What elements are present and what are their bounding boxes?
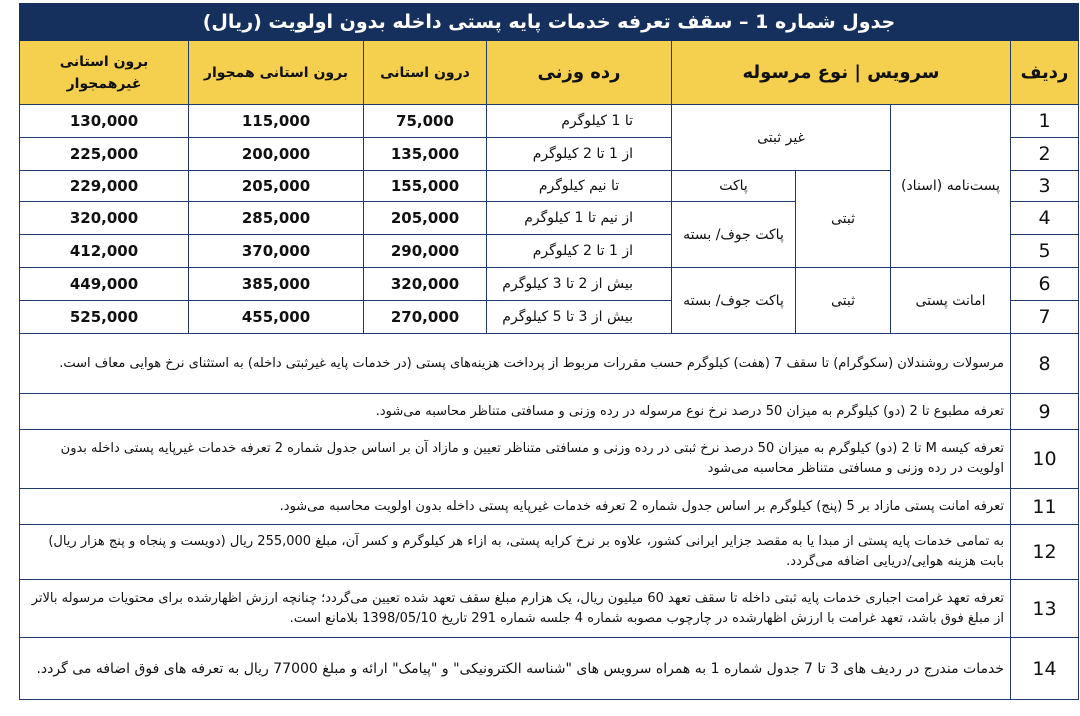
note-text: تعرفه امانت پستی مازاد بر 5 (پنج) کیلوگرم بر اساس جدول شماره 2 تعرفه خدمات غیرپایه پستی داخله بدون اولویت محاسبه می‌شود. — [20, 489, 1011, 525]
price-neighbor: 200,000 — [189, 138, 364, 171]
price-inside: 320,000 — [364, 268, 487, 301]
group-packet: پاکت — [672, 171, 796, 202]
group-registered: ثبتی — [796, 171, 891, 268]
price-inside: 135,000 — [364, 138, 487, 171]
weight-class: از نیم تا 1 کیلوگرم — [487, 202, 672, 235]
price-neighbor: 385,000 — [189, 268, 364, 301]
row-number: 10 — [1011, 430, 1079, 489]
price-neighbor: 455,000 — [189, 301, 364, 334]
group-registered: ثبتی — [796, 268, 891, 334]
row-number: 11 — [1011, 489, 1079, 525]
weight-class: از 1 تا 2 کیلوگرم — [487, 138, 672, 171]
weight-class: تا نیم کیلوگرم — [487, 171, 672, 202]
weight-class: بیش از 2 تا 3 کیلوگرم — [487, 268, 672, 301]
note-row — [20, 430, 1079, 489]
price-neighbor: 205,000 — [189, 171, 364, 202]
weight-class: از 1 تا 2 کیلوگرم — [487, 235, 672, 268]
note-text: تعرفه کیسه M تا 2 (دو) کیلوگرم به میزان 50 درصد نرخ ثبتی در رده وزنی و مسافتی متناظر تعیین و مازاد آن بر اساس جدول شماره 2 تعرفه خدمات غیرپایه پستی داخله بدون اولویت در رده وزنی و مسافتی متناظر محاسبه می‌شود — [20, 430, 1011, 489]
row-number: 12 — [1011, 525, 1079, 580]
group-bag: پاکت جوف/ بسته — [672, 268, 796, 334]
header-row — [20, 41, 1079, 105]
note-text: تعرفه مطبوع تا 2 (دو) کیلوگرم به میزان 50 درصد نرخ نوع مرسوله در رده وزنی و مسافتی متناظر محاسبه می‌شود. — [20, 394, 1011, 430]
group-letter: پست‌نامه (اسناد) — [891, 105, 1011, 268]
price-neighbor: 370,000 — [189, 235, 364, 268]
group-bag: پاکت جوف/ بسته — [672, 202, 796, 268]
price-inside: 290,000 — [364, 235, 487, 268]
price-nonneighbor: 525,000 — [20, 301, 189, 334]
note-row — [20, 394, 1079, 430]
header-nonneighbor: برون استانی غیرهمجوار — [20, 41, 189, 105]
price-neighbor: 115,000 — [189, 105, 364, 138]
row-number: 14 — [1011, 638, 1079, 700]
note-row — [20, 525, 1079, 580]
price-nonneighbor: 449,000 — [20, 268, 189, 301]
row-number: 4 — [1011, 202, 1079, 235]
header-neighbor: برون استانی همجوار — [189, 41, 364, 105]
tariff-table — [19, 3, 1079, 700]
note-row — [20, 638, 1079, 700]
note-text: خدمات مندرج در ردیف های 3 تا 7 جدول شماره 1 به همراه سرویس های "شناسه الکترونیکی" و "پیامک" ارائه و مبلغ 77000 ریال به تعرفه های فوق اضافه می گردد. — [20, 638, 1011, 700]
row-number: 8 — [1011, 334, 1079, 394]
weight-class: بیش از 3 تا 5 کیلوگرم — [487, 301, 672, 334]
header-inside: درون استانی — [364, 41, 487, 105]
note-text: مرسولات روشندلان (سکوگرام) تا سقف 7 (هفت) کیلوگرم حسب مقررات مربوط از پرداخت هزینه‌های پستی (در خدمات پایه غیرثبتی داخله) به استثنای نرخ هوایی معاف است. — [20, 334, 1011, 394]
weight-class: تا 1 کیلوگرم — [487, 105, 672, 138]
row-number: 1 — [1011, 105, 1079, 138]
price-inside: 155,000 — [364, 171, 487, 202]
note-text: تعرفه تعهد غرامت اجباری خدمات پایه ثبتی داخله تا سقف تعهد 60 میلیون ریال، یک هزارم مبلغ سقف تعهد شده تعیین می‌گردد؛ چنانچه ارزش اظهارشده برای محتویات مرسوله بالاتر از مبلغ فوق باشد، تعهد غرامت با ارزش اظهارشده در چارچوب مصوبه شماره 4 جلسه شماره 291 تاریخ 1398/05/10 بلامانع است. — [20, 580, 1011, 638]
row-number: 6 — [1011, 268, 1079, 301]
row-number: 13 — [1011, 580, 1079, 638]
group-nonregistered: غیر ثبتی — [672, 105, 891, 171]
price-nonneighbor: 412,000 — [20, 235, 189, 268]
note-row — [20, 334, 1079, 394]
note-row — [20, 489, 1079, 525]
price-nonneighbor: 320,000 — [20, 202, 189, 235]
group-parcel: امانت پستی — [891, 268, 1011, 334]
row-number: 3 — [1011, 171, 1079, 202]
tariff-table-container — [19, 3, 1078, 700]
price-inside: 75,000 — [364, 105, 487, 138]
price-nonneighbor: 225,000 — [20, 138, 189, 171]
header-service: سرویس | نوع مرسوله — [672, 41, 1011, 105]
table-row — [20, 268, 1079, 301]
price-inside: 270,000 — [364, 301, 487, 334]
row-number: 7 — [1011, 301, 1079, 334]
row-number: 5 — [1011, 235, 1079, 268]
row-number: 2 — [1011, 138, 1079, 171]
price-nonneighbor: 229,000 — [20, 171, 189, 202]
note-text: به تمامی خدمات پایه پستی از مبدا یا به مقصد جزایر ایرانی کشور، علاوه بر نرخ کرایه پستی، به ازاء هر کیلوگرم و کسر آن، مبلغ 255,000 ریال (دویست و پنجاه و پنج هزار ریال) بابت هزینه هوایی/دریایی اضافه می‌گردد. — [20, 525, 1011, 580]
table-title: جدول شماره 1 – سقف تعرفه خدمات پایه پستی داخله بدون اولویت (ریال) — [20, 4, 1079, 41]
price-inside: 205,000 — [364, 202, 487, 235]
header-radif: ردیف — [1011, 41, 1079, 105]
price-nonneighbor: 130,000 — [20, 105, 189, 138]
price-neighbor: 285,000 — [189, 202, 364, 235]
note-row — [20, 580, 1079, 638]
row-number: 9 — [1011, 394, 1079, 430]
header-weight: رده وزنی — [487, 41, 672, 105]
table-row — [20, 105, 1079, 138]
